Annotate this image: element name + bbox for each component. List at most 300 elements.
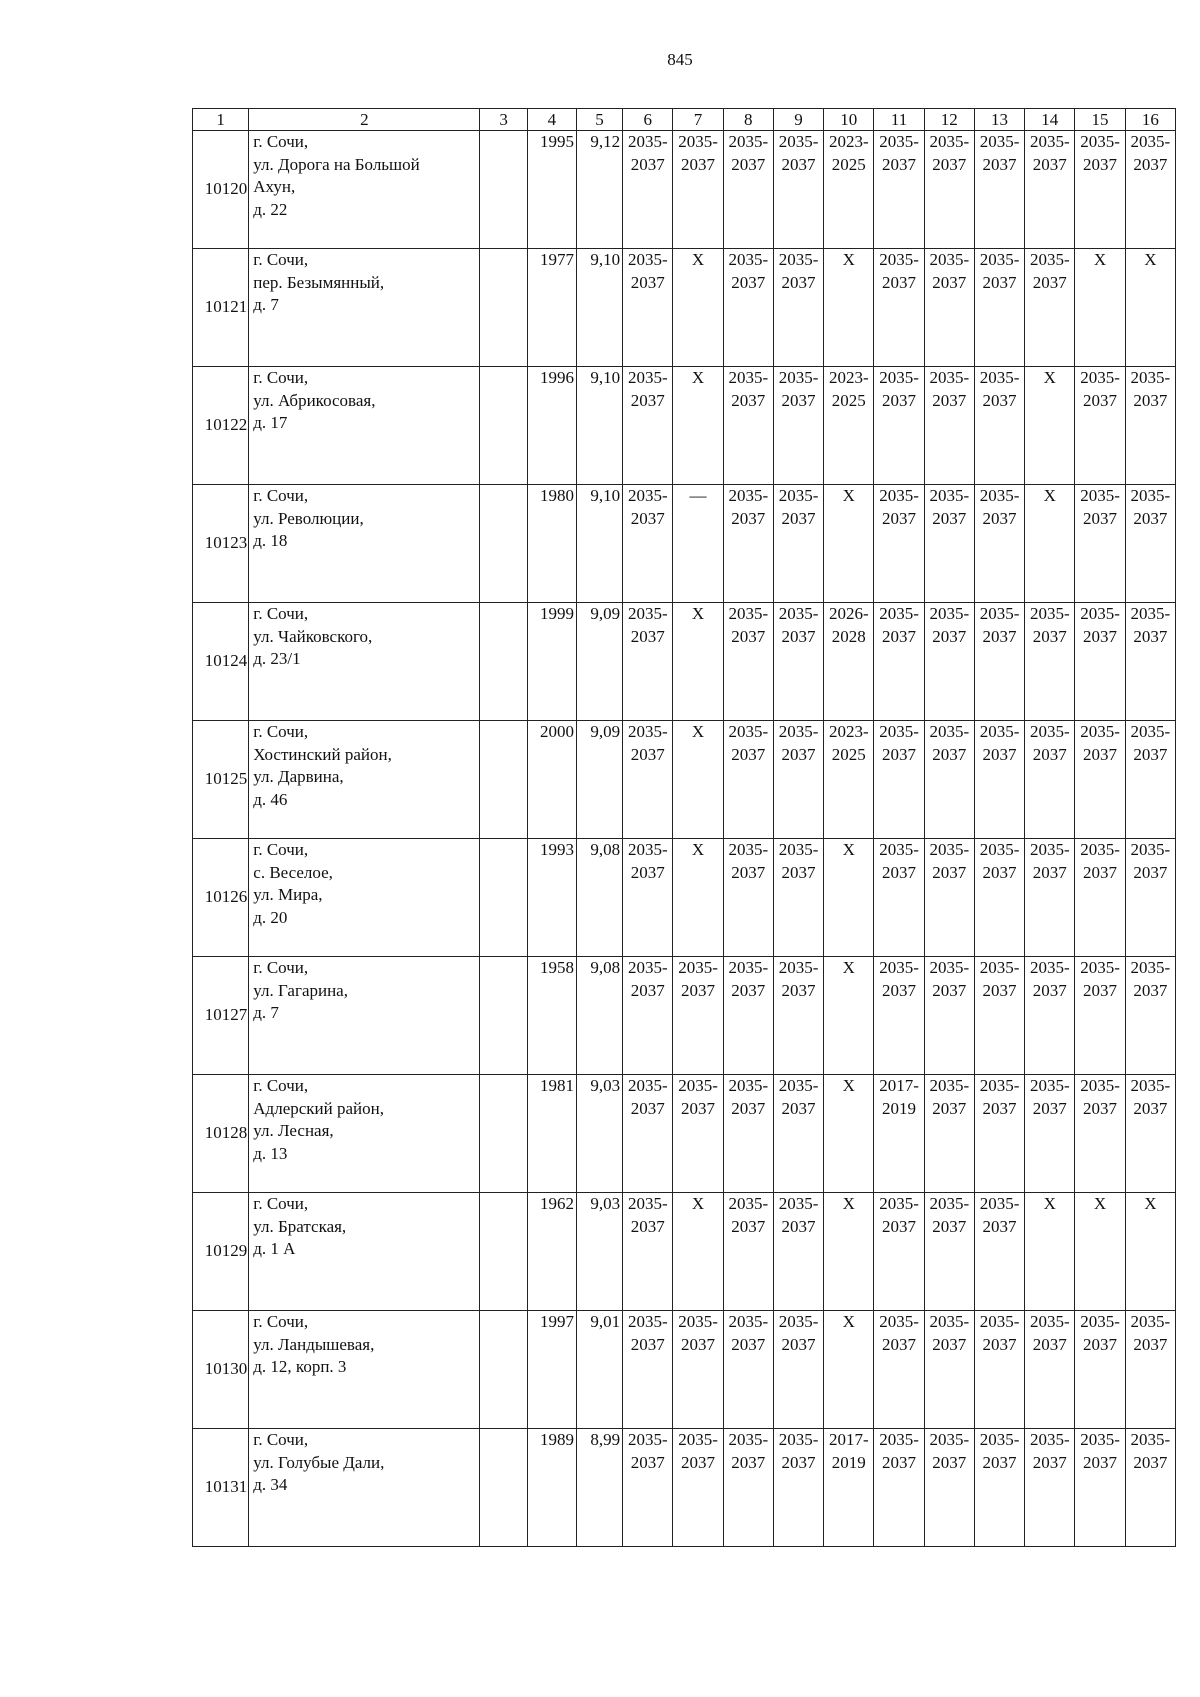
- period-end: 2037: [630, 626, 665, 646]
- data-table: [192, 108, 1176, 1547]
- period-end: 2037: [681, 154, 716, 174]
- column-3-cell: [480, 1429, 527, 1547]
- period-start: 2035-: [929, 250, 970, 269]
- period-end: 2037: [1032, 154, 1067, 174]
- period-cell-col-15: [1075, 603, 1125, 721]
- period-start: 2035-: [728, 1076, 769, 1095]
- period-start: 2035-: [627, 840, 668, 859]
- period-end: 2037: [882, 508, 917, 528]
- period-end: 2037: [681, 1098, 716, 1118]
- address-line: г. Сочи,: [253, 1312, 309, 1331]
- period-end: 2037: [882, 390, 917, 410]
- period-cell-col-10: [824, 367, 874, 485]
- period-start: 2035-: [1080, 604, 1120, 623]
- period-start: 2035-: [1080, 1312, 1120, 1331]
- period-cell-col-10: [824, 603, 874, 721]
- period-end: 2019: [882, 1098, 917, 1118]
- period-end: 2037: [630, 1216, 665, 1236]
- period-cell-col-10: [824, 957, 874, 1075]
- period-end: 2037: [630, 1452, 665, 1472]
- period-cell-col-7: [673, 249, 723, 367]
- period-cell-col-11: [874, 839, 924, 957]
- period-start: X: [691, 1194, 705, 1213]
- period-end: 2037: [982, 1452, 1017, 1472]
- address-line: д. 12, корп. 3: [253, 1357, 347, 1376]
- header-row: [193, 109, 1176, 131]
- period-cell-col-13: [974, 131, 1024, 249]
- period-start: X: [691, 604, 705, 623]
- period-start: 2023-: [828, 368, 869, 387]
- period-start: 2035-: [879, 1312, 919, 1331]
- table-row: [193, 367, 1176, 485]
- period-cell-col-6: [623, 1193, 673, 1311]
- address-cell: [249, 839, 480, 957]
- period-cell-col-10: [824, 839, 874, 957]
- period-cell-col-15: [1075, 839, 1125, 957]
- period-start: 2035-: [879, 840, 919, 859]
- address-line: Хостинский район,: [253, 744, 392, 764]
- period-cell-col-14: [1025, 1075, 1075, 1193]
- period-start: 2035-: [1130, 958, 1171, 977]
- period-cell-col-12: [924, 1429, 974, 1547]
- column-3-cell: [480, 603, 527, 721]
- period-end: 2037: [1083, 1452, 1118, 1472]
- period-end: 2037: [1032, 1098, 1067, 1118]
- address-line: д. 46: [253, 789, 288, 809]
- value-cell: 9,03: [576, 1193, 622, 1311]
- period-start: 2035-: [1029, 958, 1070, 977]
- period-cell-col-14: [1025, 367, 1075, 485]
- period-end: 2037: [982, 626, 1017, 646]
- period-end: 2037: [630, 508, 665, 528]
- period-start: 2035-: [979, 958, 1020, 977]
- period-cell-col-9: [773, 485, 823, 603]
- period-cell-col-14: [1025, 603, 1075, 721]
- period-cell-col-13: [974, 1075, 1024, 1193]
- period-start: 2035-: [929, 604, 970, 623]
- column-header-15: 15: [1075, 109, 1125, 131]
- period-end: 2037: [1083, 1098, 1118, 1118]
- address-cell: [249, 721, 480, 839]
- column-header-9: 9: [773, 109, 823, 131]
- period-end: 2037: [1133, 980, 1168, 1000]
- period-start: 2035-: [979, 1194, 1020, 1213]
- address-cell: [249, 957, 480, 1075]
- period-end: 2037: [630, 980, 665, 1000]
- period-end: 2037: [1133, 862, 1168, 882]
- period-start: X: [842, 840, 855, 859]
- period-start: 2035-: [929, 958, 970, 977]
- period-cell-col-13: [974, 957, 1024, 1075]
- period-cell-col-16: [1125, 1193, 1175, 1311]
- period-cell-col-8: [723, 249, 773, 367]
- address-line: д. 23/1: [253, 649, 301, 668]
- period-start: 2035-: [929, 368, 970, 387]
- period-cell-col-9: [773, 1075, 823, 1193]
- period-cell-col-11: [874, 1075, 924, 1193]
- period-start: 2035-: [627, 604, 668, 623]
- table-row: [193, 485, 1176, 603]
- year-cell: 1999: [527, 603, 576, 721]
- period-start: 2035-: [879, 132, 919, 151]
- period-start: 2035-: [1080, 958, 1120, 977]
- period-cell-col-14: [1025, 839, 1075, 957]
- column-3-cell: [480, 367, 527, 485]
- period-start: 2035-: [778, 722, 819, 741]
- period-cell-col-10: [824, 1429, 874, 1547]
- period-cell-col-14: [1025, 957, 1075, 1075]
- record-id-cell: 10126: [193, 839, 249, 957]
- address-line: ул. Абрикосовая,: [253, 390, 376, 410]
- period-end: 2037: [781, 1216, 816, 1236]
- period-start: 2035-: [979, 1430, 1020, 1449]
- column-header-7: 7: [673, 109, 723, 131]
- record-id-cell: 10120: [193, 131, 249, 249]
- period-start: 2035-: [979, 132, 1020, 151]
- period-cell-col-6: [623, 367, 673, 485]
- period-cell-col-8: [723, 1429, 773, 1547]
- period-cell-col-12: [924, 367, 974, 485]
- address-cell: [249, 131, 480, 249]
- address-line: г. Сочи,: [253, 958, 309, 977]
- period-end: 2037: [781, 154, 816, 174]
- period-cell-col-7: [673, 603, 723, 721]
- period-cell-col-14: [1025, 721, 1075, 839]
- period-end: 2037: [731, 744, 766, 764]
- period-end: 2025: [831, 390, 866, 410]
- value-cell: 9,09: [576, 603, 622, 721]
- period-end: 2037: [1032, 744, 1067, 764]
- period-cell-col-16: [1125, 367, 1175, 485]
- period-start: 2035-: [879, 604, 919, 623]
- address-line: ул. Братская,: [253, 1216, 347, 1236]
- period-start: X: [691, 722, 705, 741]
- period-start: 2035-: [1080, 368, 1120, 387]
- period-start: X: [1093, 250, 1107, 269]
- period-end: 2037: [1083, 508, 1118, 528]
- column-header-1: 1: [193, 109, 249, 131]
- period-end: 2037: [932, 508, 967, 528]
- period-end: 2037: [932, 1216, 967, 1236]
- address-line: ул. Голубые Дали,: [253, 1452, 385, 1472]
- period-end: 2037: [882, 744, 917, 764]
- period-start: 2035-: [1130, 132, 1171, 151]
- period-start: 2035-: [879, 722, 919, 741]
- period-cell-col-11: [874, 1311, 924, 1429]
- period-cell-col-12: [924, 839, 974, 957]
- period-cell-col-9: [773, 1311, 823, 1429]
- period-cell-col-15: [1075, 485, 1125, 603]
- period-cell-col-13: [974, 839, 1024, 957]
- period-cell-col-15: [1075, 1193, 1125, 1311]
- period-start: 2035-: [728, 840, 769, 859]
- period-cell-col-12: [924, 603, 974, 721]
- period-start: 2035-: [778, 132, 819, 151]
- column-3-cell: [480, 1075, 527, 1193]
- period-cell-col-15: [1075, 721, 1125, 839]
- address-line: г. Сочи,: [253, 250, 309, 269]
- period-start: 2035-: [879, 368, 919, 387]
- period-cell-col-7: [673, 485, 723, 603]
- period-end: 2037: [932, 980, 967, 1000]
- period-cell-col-16: [1125, 957, 1175, 1075]
- period-end: 2037: [1032, 1452, 1067, 1472]
- record-id-cell: 10122: [193, 367, 249, 485]
- column-header-6: 6: [623, 109, 673, 131]
- period-cell-col-13: [974, 1311, 1024, 1429]
- period-start: 2035-: [1029, 840, 1070, 859]
- period-start: 2035-: [728, 1194, 769, 1213]
- period-cell-col-8: [723, 957, 773, 1075]
- period-end: 2037: [630, 1334, 665, 1354]
- period-end: 2037: [731, 626, 766, 646]
- period-cell-col-8: [723, 1311, 773, 1429]
- period-end: 2037: [681, 1334, 716, 1354]
- period-start: X: [842, 250, 855, 269]
- period-cell-col-6: [623, 957, 673, 1075]
- period-start: 2035-: [627, 368, 668, 387]
- period-start: 2035-: [1029, 1076, 1070, 1095]
- period-start: 2035-: [728, 486, 769, 505]
- period-start: 2035-: [929, 486, 970, 505]
- address-line: Ахун,: [253, 177, 296, 196]
- record-id-cell: 10123: [193, 485, 249, 603]
- period-cell-col-7: [673, 1075, 723, 1193]
- period-end: 2037: [1083, 1334, 1118, 1354]
- period-start: 2035-: [678, 958, 718, 977]
- period-cell-col-6: [623, 721, 673, 839]
- table-row: [193, 131, 1176, 249]
- period-start: 2035-: [929, 722, 970, 741]
- period-start: 2017-: [828, 1430, 869, 1449]
- value-cell: 9,01: [576, 1311, 622, 1429]
- period-start: 2035-: [1080, 722, 1120, 741]
- record-id-cell: 10128: [193, 1075, 249, 1193]
- address-line: г. Сочи,: [253, 1076, 309, 1095]
- year-cell: 1993: [527, 839, 576, 957]
- period-cell-col-16: [1125, 131, 1175, 249]
- year-cell: 1997: [527, 1311, 576, 1429]
- period-start: 2035-: [627, 958, 668, 977]
- address-line: д. 17: [253, 413, 288, 432]
- period-cell-col-13: [974, 367, 1024, 485]
- period-cell-col-16: [1125, 721, 1175, 839]
- period-end: 2037: [982, 508, 1017, 528]
- address-line: пер. Безымянный,: [253, 272, 385, 292]
- period-end: 2037: [1133, 1452, 1168, 1472]
- period-start: 2035-: [778, 958, 819, 977]
- table-row: [193, 1193, 1176, 1311]
- address-line: д. 1 А: [253, 1239, 296, 1258]
- address-line: с. Веселое,: [253, 862, 333, 882]
- period-start: 2035-: [627, 1312, 668, 1331]
- period-start: 2035-: [778, 368, 819, 387]
- period-end: 2037: [932, 626, 967, 646]
- period-end: 2037: [1133, 1098, 1168, 1118]
- period-start: 2035-: [1080, 486, 1120, 505]
- address-cell: [249, 1429, 480, 1547]
- period-end: 2037: [630, 1098, 665, 1118]
- period-cell-col-15: [1075, 1429, 1125, 1547]
- period-start: 2035-: [929, 1076, 970, 1095]
- period-end: 2037: [1133, 508, 1168, 528]
- address-line: г. Сочи,: [253, 132, 309, 151]
- year-cell: 1989: [527, 1429, 576, 1547]
- period-cell-col-15: [1075, 367, 1125, 485]
- period-end: 2037: [681, 1452, 716, 1472]
- period-start: 2035-: [879, 1194, 919, 1213]
- value-cell: 8,99: [576, 1429, 622, 1547]
- period-end: 2037: [982, 390, 1017, 410]
- column-header-13: 13: [974, 109, 1024, 131]
- address-line: г. Сочи,: [253, 486, 309, 505]
- period-end: 2037: [1083, 626, 1118, 646]
- year-cell: 1980: [527, 485, 576, 603]
- period-cell-col-10: [824, 249, 874, 367]
- period-cell-col-9: [773, 249, 823, 367]
- period-start: 2035-: [929, 132, 970, 151]
- address-line: ул. Ландышевая,: [253, 1334, 375, 1354]
- period-cell-col-16: [1125, 249, 1175, 367]
- period-end: 2037: [982, 1334, 1017, 1354]
- period-end: 2037: [1083, 390, 1118, 410]
- record-id-cell: 10125: [193, 721, 249, 839]
- period-cell-col-9: [773, 603, 823, 721]
- period-start: 2035-: [929, 1194, 970, 1213]
- period-start: 2035-: [979, 250, 1020, 269]
- period-start: 2035-: [879, 486, 919, 505]
- period-start: 2035-: [979, 1312, 1020, 1331]
- address-line: д. 7: [253, 1003, 279, 1022]
- address-cell: [249, 367, 480, 485]
- period-end: 2037: [781, 1098, 816, 1118]
- period-cell-col-7: [673, 1429, 723, 1547]
- column-header-3: 3: [480, 109, 527, 131]
- value-cell: 9,10: [576, 367, 622, 485]
- period-cell-col-13: [974, 1429, 1024, 1547]
- column-header-4: 4: [527, 109, 576, 131]
- period-cell-col-12: [924, 721, 974, 839]
- period-start: 2035-: [728, 250, 769, 269]
- period-start: X: [691, 840, 705, 859]
- period-cell-col-6: [623, 249, 673, 367]
- period-start: 2035-: [1130, 486, 1171, 505]
- period-cell-col-6: [623, 1311, 673, 1429]
- period-start: 2035-: [778, 486, 819, 505]
- address-line: ул. Дорога на Большой: [253, 154, 420, 174]
- period-end: 2028: [831, 626, 866, 646]
- period-end: 2037: [982, 980, 1017, 1000]
- period-start: 2035-: [627, 722, 668, 741]
- value-cell: 9,08: [576, 957, 622, 1075]
- table-row: [193, 839, 1176, 957]
- column-header-8: 8: [723, 109, 773, 131]
- period-end: 2037: [1133, 1334, 1168, 1354]
- period-start: 2017-: [879, 1076, 919, 1095]
- period-start: 2035-: [627, 1430, 668, 1449]
- period-cell-col-9: [773, 131, 823, 249]
- period-end: 2037: [731, 154, 766, 174]
- period-start: 2035-: [1080, 1076, 1120, 1095]
- period-cell-col-7: [673, 131, 723, 249]
- column-header-14: 14: [1025, 109, 1075, 131]
- period-start: 2035-: [929, 1312, 970, 1331]
- period-cell-col-7: [673, 1311, 723, 1429]
- period-cell-col-12: [924, 249, 974, 367]
- period-cell-col-14: [1025, 485, 1075, 603]
- period-start: 2035-: [678, 1076, 718, 1095]
- period-cell-col-15: [1075, 1311, 1125, 1429]
- table-row: [193, 249, 1176, 367]
- period-start: 2035-: [1130, 1312, 1171, 1331]
- year-cell: 1981: [527, 1075, 576, 1193]
- table-row: [193, 721, 1176, 839]
- period-cell-col-7: [673, 839, 723, 957]
- period-end: 2025: [831, 744, 866, 764]
- period-cell-col-16: [1125, 1075, 1175, 1193]
- address-line: ул. Революции,: [253, 508, 364, 528]
- period-cell-col-10: [824, 1311, 874, 1429]
- period-end: 2037: [1133, 154, 1168, 174]
- period-cell-col-8: [723, 1075, 773, 1193]
- period-end: 2025: [831, 154, 866, 174]
- column-3-cell: [480, 131, 527, 249]
- period-end: 2037: [731, 272, 766, 292]
- period-start: 2023-: [828, 132, 869, 151]
- address-cell: [249, 603, 480, 721]
- period-start: 2035-: [778, 250, 819, 269]
- period-end: 2037: [1032, 272, 1067, 292]
- period-end: 2037: [1032, 1334, 1067, 1354]
- address-line: г. Сочи,: [253, 1430, 309, 1449]
- period-cell-col-11: [874, 1429, 924, 1547]
- period-start: 2026-: [828, 604, 869, 623]
- period-start: 2035-: [979, 1076, 1020, 1095]
- address-line: ул. Дарвина,: [253, 767, 344, 786]
- address-line: ул. Гагарина,: [253, 980, 348, 1000]
- period-start: 2035-: [979, 604, 1020, 623]
- period-start: X: [1144, 1194, 1157, 1213]
- period-cell-col-6: [623, 1429, 673, 1547]
- period-cell-col-14: [1025, 1311, 1075, 1429]
- period-end: 2037: [1032, 980, 1067, 1000]
- period-start: 2035-: [678, 1430, 718, 1449]
- period-start: X: [842, 1076, 855, 1095]
- period-start: 2035-: [778, 604, 819, 623]
- period-cell-col-7: [673, 367, 723, 485]
- period-cell-col-16: [1125, 1429, 1175, 1547]
- period-start: 2035-: [929, 1430, 970, 1449]
- period-cell-col-16: [1125, 839, 1175, 957]
- period-start: 2035-: [979, 840, 1020, 859]
- record-id-cell: 10124: [193, 603, 249, 721]
- period-start: 2035-: [1130, 1430, 1171, 1449]
- period-cell-col-12: [924, 1193, 974, 1311]
- period-cell-col-10: [824, 1193, 874, 1311]
- page-number: 845: [667, 50, 693, 69]
- period-cell-col-15: [1075, 131, 1125, 249]
- period-end: 2037: [731, 508, 766, 528]
- value-cell: 9,03: [576, 1075, 622, 1193]
- period-end: 2037: [1083, 744, 1118, 764]
- year-cell: 1996: [527, 367, 576, 485]
- period-cell-col-7: [673, 957, 723, 1075]
- period-start: 2035-: [678, 1312, 718, 1331]
- period-start: 2035-: [1080, 132, 1120, 151]
- period-start: 2035-: [778, 1312, 819, 1331]
- period-start: 2035-: [778, 1430, 819, 1449]
- year-cell: 1962: [527, 1193, 576, 1311]
